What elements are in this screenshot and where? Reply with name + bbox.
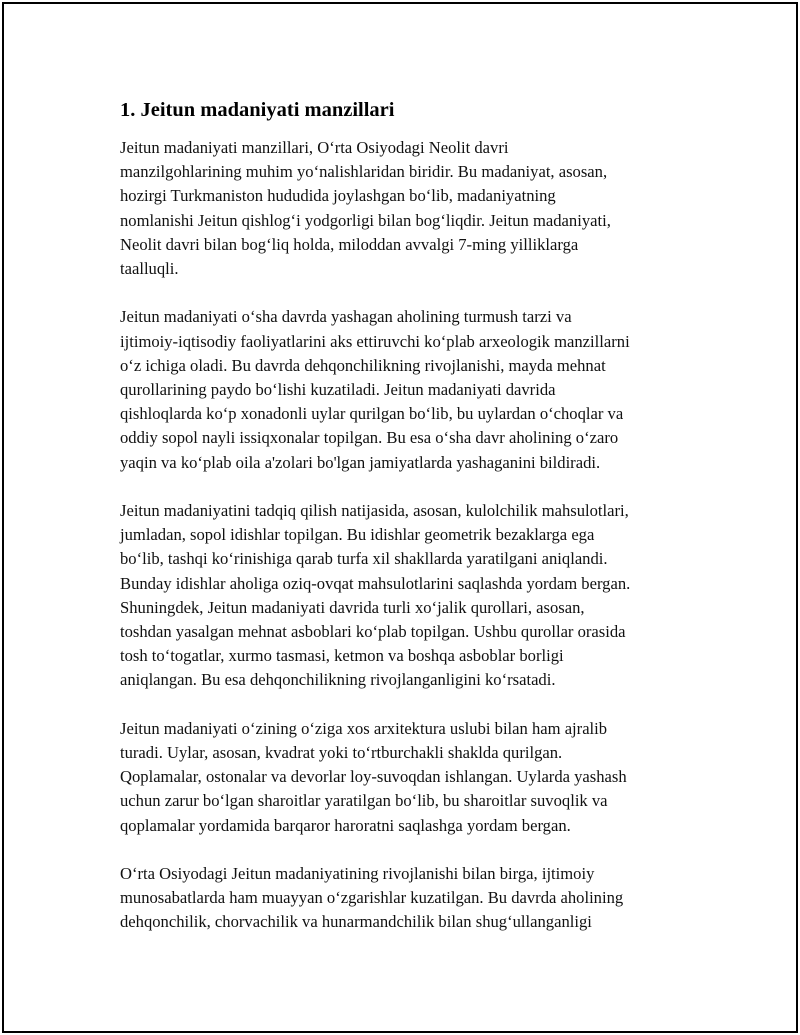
paragraph-2 [120, 305, 690, 474]
text-line: qurollarining paydo boʻlishi kuzatiladi. Jeitun madaniyati davrida [120, 380, 556, 400]
text-line: taalluqli. [120, 259, 179, 279]
text-line: munosabatlarda ham muayyan oʻzgarishlar kuzatilgan. Bu davrda aholining [120, 888, 624, 908]
section-heading: 1. Jeitun madaniyati manzillari [120, 99, 395, 121]
paragraph-3 [120, 499, 690, 693]
text-line: oddiy sopol nayli issiqxonalar topilgan. Bu esa oʻsha davr aholining oʻzaro [120, 428, 619, 448]
text-line: Neolit davri bilan bogʻliq holda, miloddan avvalgi 7-ming yilliklarga [120, 234, 579, 254]
text-line: manzilgohlarining muhim yoʻnalishlaridan biridir. Bu madaniyat, asosan, [120, 162, 608, 182]
text-line: boʻlib, tashqi koʻrinishiga qarab turfa xil shakllarda yaratilgani aniqlandi. [120, 549, 608, 569]
text-line: ijtimoiy-iqtisodiy faoliyatlarini aks ettiruvchi koʻplab arxeologik manzillarni [120, 331, 630, 351]
text-line: turadi. Uylar, asosan, kvadrat yoki toʻrtburchakli shaklda qurilgan. [120, 743, 563, 763]
text-line: hozirgi Turkmaniston hududida joylashgan boʻlib, madaniyatning [120, 186, 556, 206]
text-line: Jeitun madaniyati oʻsha davrda yashagan aholining turmush tarzi va [120, 307, 572, 327]
paragraph-1 [120, 136, 690, 281]
text-line: oʻz ichiga oladi. Bu davrda dehqonchilikning rivojlanishi, mayda mehnat [120, 355, 606, 375]
text-line: tosh toʻtogatlar, xurmo tasmasi, ketmon va boshqa asboblar borligi [120, 646, 564, 666]
text-line: qishloqlarda koʻp xonadonli uylar qurilgan boʻlib, bu uylardan oʻchoqlar va [120, 404, 624, 424]
text-line: jumladan, sopol idishlar topilgan. Bu idishlar geometrik bezaklarga ega [120, 525, 595, 545]
text-line: Jeitun madaniyati manzillari, Oʻrta Osiyodagi Neolit davri [120, 138, 509, 157]
text-line: aniqlangan. Bu esa dehqonchilikning rivojlanganligini koʻrsatadi. [120, 670, 556, 690]
paragraph-4 [120, 717, 690, 838]
text-line: uchun zarur boʻlgan sharoitlar yaratilgan boʻlib, bu sharoitlar suvoqlik va [120, 791, 608, 811]
text-line: Bunday idishlar aholiga oziq-ovqat mahsulotlarini saqlashda yordam bergan. [120, 573, 631, 593]
text-line: dehqonchilik, chorvachilik va hunarmandchilik bilan shugʻullanganligi [120, 912, 592, 932]
text-line: Jeitun madaniyatini tadqiq qilish natijasida, asosan, kulolchilik mahsulotlari, [120, 501, 629, 521]
text-line: Shuningdek, Jeitun madaniyati davrida turli xoʻjalik qurollari, asosan, [120, 597, 585, 617]
text-line: Qoplamalar, ostonalar va devorlar loy-suvoqdan ishlangan. Uylarda yashash [120, 767, 627, 787]
text-line: yaqin va koʻplab oila a'zolari bo'lgan jamiyatlarda yashaganini bildiradi. [120, 452, 601, 472]
text-line: Jeitun madaniyati oʻzining oʻziga xos arxitektura uslubi bilan ham ajralib [120, 718, 608, 738]
text-line: Oʻrta Osiyodagi Jeitun madaniyatining rivojlanishi bilan birga, ijtimoiy [120, 864, 595, 884]
text-line: nomlanishi Jeitun qishlogʻi yodgorligi bilan bogʻliqdir. Jeitun madaniyati, [120, 210, 611, 230]
text-line: toshdan yasalgan mehnat asboblari koʻplab topilgan. Ushbu qurollar orasida [120, 622, 626, 642]
text-line: qoplamalar yordamida barqaror haroratni saqlashga yordam bergan. [120, 815, 571, 835]
document-body [120, 96, 690, 959]
page-frame [2, 2, 798, 1033]
paragraph-5 [120, 862, 690, 935]
